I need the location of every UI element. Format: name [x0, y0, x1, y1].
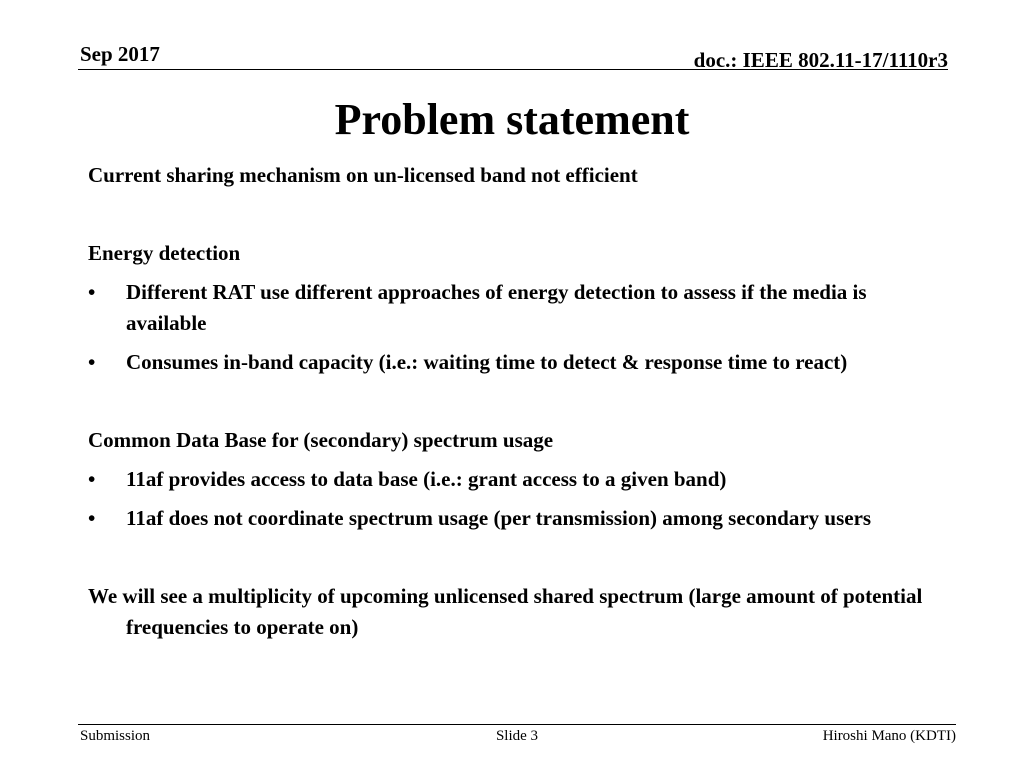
slide-title: Problem statement [334, 95, 690, 144]
bullet-item [88, 277, 948, 339]
footer-slide-number: Slide 3 [495, 728, 539, 744]
footer-divider [78, 724, 956, 725]
bullet-icon: • [88, 350, 96, 374]
header-document-id: doc.: IEEE 802.11-17/1110r3 [693, 48, 948, 72]
bullet-list-energy-detection [88, 277, 948, 378]
bullet-text: Consumes in-band capacity (i.e.: waiting time to detect & response time to react) [126, 350, 848, 374]
slide-body [88, 160, 948, 643]
footer-author: Hiroshi Mano (KDTI) [822, 728, 956, 744]
section-heading-common-data-base: Common Data Base for (secondary) spectrum usage [88, 428, 554, 452]
bullet-item [88, 503, 948, 534]
bullet-item [88, 464, 948, 495]
conclusion-paragraph: We will see a multiplicity of upcoming unlicensed shared spectrum (large amount of potential frequencies to operate on) [88, 584, 923, 639]
spacer [88, 534, 948, 581]
bullet-text: Different RAT use different approaches of energy detection to assess if the media is available [126, 280, 867, 335]
spacer [88, 191, 948, 238]
bullet-item [88, 347, 948, 378]
spacer [88, 378, 948, 425]
bullet-list-common-data-base [88, 464, 948, 534]
intro-paragraph: Current sharing mechanism on un-licensed band not efficient [88, 163, 638, 187]
header-divider [78, 69, 948, 70]
bullet-icon: • [88, 467, 96, 491]
section-heading-energy-detection: Energy detection [88, 241, 241, 265]
bullet-icon: • [88, 280, 96, 304]
bullet-text: 11af provides access to data base (i.e.: grant access to a given band) [126, 467, 727, 491]
footer-submission: Submission [80, 728, 151, 744]
bullet-text: 11af does not coordinate spectrum usage (per transmission) among secondary users [126, 506, 872, 530]
bullet-icon: • [88, 506, 96, 530]
header-date: Sep 2017 [80, 42, 160, 66]
